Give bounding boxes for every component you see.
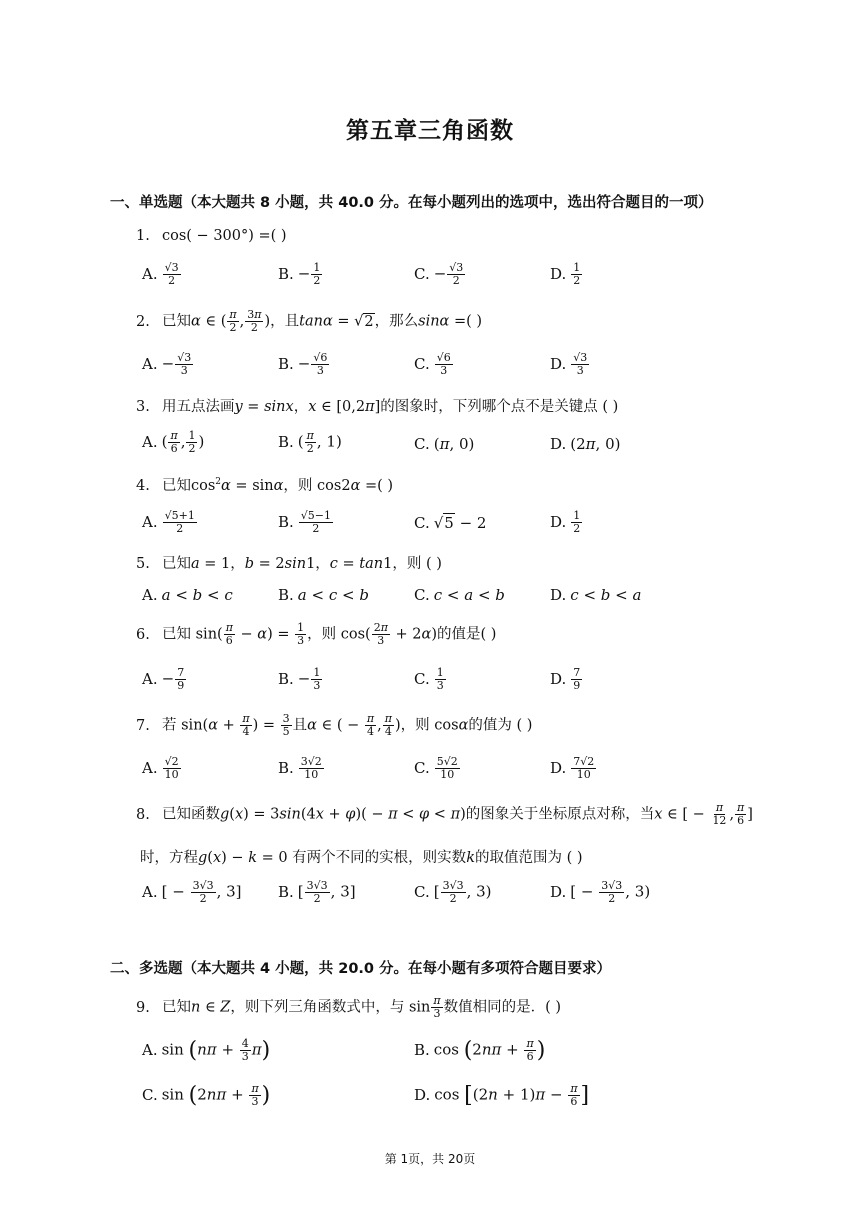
- q7-option-d: D. $\frac{7√2}{10}$: [550, 755, 595, 782]
- q7-option-c: C. $\frac{5√2}{10}$: [414, 755, 458, 782]
- q5-option-c: C. c < a < b: [414, 586, 505, 604]
- question-7: 7. 若 sin(α + $\frac{\pi}{4}$ ) = $\frac{3}{5}$ 且α ∈ ( − $\frac{\pi}{4}$ , $\frac{\pi}{4}$ )，则 cosα的值为 ( ): [136, 712, 533, 739]
- q5-option-b: B. a < c < b: [278, 586, 369, 604]
- q6-option-b: B. − $\frac{1}{3}$: [278, 666, 321, 693]
- page-footer: 第 1页，共 20页: [384, 1152, 476, 1166]
- q9-option-b: B. cos (2nπ + $\frac{\pi}{6}$ ): [414, 1037, 546, 1064]
- question-3: 3. 用五点法画y = sinx，x ∈ [0,2π]的图象时，下列哪个点不是关键点 ( ): [136, 399, 619, 415]
- q3-option-c: C. (π, 0): [414, 435, 475, 453]
- q4-option-a: A. $\frac{√5+1}{2}$: [142, 509, 195, 536]
- q4-option-c: C. √5 − 2: [414, 514, 487, 532]
- q1-option-b: B. − $\frac{1}{2}$: [278, 261, 321, 288]
- q8-option-c: C. [ $\frac{3√3}{2}$ , 3): [414, 879, 492, 906]
- q5-option-a: A. a < b < c: [142, 586, 233, 604]
- q7-option-a: A. $\frac{√2}{10}$: [142, 755, 179, 782]
- q5-option-d: D. c < b < a: [550, 586, 642, 604]
- q1-option-a: A. $\frac{√3}{2}$: [142, 261, 179, 288]
- q3-option-d: D. (2π, 0): [550, 435, 621, 453]
- q6-option-a: A. − $\frac{7}{9}$: [142, 666, 185, 693]
- q6-option-d: D. $\frac{7}{9}$: [550, 666, 581, 693]
- section-single-choice-header: 一、单选题（本大题共 8 小题，共 40.0 分。在每小题列出的选项中，选出符合题目的一项）: [110, 195, 713, 211]
- q6-option-c: C. $\frac{1}{3}$: [414, 666, 444, 693]
- q4-option-d: D. $\frac{1}{2}$: [550, 509, 581, 536]
- question-9: 9. 已知n ∈ Z，则下列三角函数式中，与 sin $\frac{\pi}{3}$ 数值相同的是．( ): [136, 994, 562, 1021]
- q1-option-c: C. − $\frac{√3}{2}$: [414, 261, 464, 288]
- section-multi-choice-header: 二、多选题（本大题共 4 小题，共 20.0 分。在每小题有多项符合题目要求）: [110, 961, 612, 977]
- q2-option-b: B. − $\frac{√6}{3}$: [278, 351, 328, 378]
- q8-option-b: B. [ $\frac{3√3}{2}$ , 3]: [278, 879, 356, 906]
- q2-option-a: A. − $\frac{√3}{3}$: [142, 351, 192, 378]
- q9-option-a: A. sin (nπ + $\frac{4}{3}$ π): [142, 1037, 271, 1064]
- q2-option-d: D. $\frac{√3}{3}$: [550, 351, 588, 378]
- q8-option-d: D. [ − $\frac{3√3}{2}$ , 3): [550, 879, 651, 906]
- q2-option-c: C. $\frac{√6}{3}$: [414, 351, 451, 378]
- q9-option-c: C. sin (2nπ + $\frac{\pi}{3}$ ): [142, 1082, 271, 1109]
- question-4: 4. 已知$\cos^2\alpha = \sin\alpha$，则 cos2α =( ): [136, 477, 394, 494]
- question-6: 6. 已知 sin( $\frac{\pi}{6}$ − α) = $\frac{1}{3}$ ，则 cos( $\frac{2\pi}{3}$ + 2α)的值是( ): [136, 621, 497, 648]
- question-8-continued: 时，方程g(x) − k = 0 有两个不同的实根，则实数k的取值范围为 ( ): [140, 850, 583, 866]
- q1-option-d: D. $\frac{1}{2}$: [550, 261, 581, 288]
- q4-option-b: B. $\frac{√5-1}{2}$: [278, 509, 332, 536]
- q3-option-b: B. ( $\frac{\pi}{2}$ , 1): [278, 429, 342, 456]
- question-5: 5. 已知a = 1，b = 2sin1，c = tan1，则 ( ): [136, 556, 442, 572]
- q9-option-d: D. cos [(2n + 1)π − $\frac{\pi}{6}$ ]: [414, 1082, 590, 1109]
- question-8: 8. 已知函数g(x) = 3sin(4x + φ)( − π < φ < π)的图象关于坐标原点对称，当x ∈ [ − $\frac{\pi}{12}$ , $\frac{\pi}{6}$ ]: [136, 801, 753, 828]
- q8-option-a: A. [ − $\frac{3√3}{2}$ , 3]: [142, 879, 242, 906]
- question-1: 1. cos( − 300°) =( ): [136, 228, 287, 244]
- q7-option-b: B. $\frac{3√2}{10}$: [278, 755, 322, 782]
- page-title: 第五章三角函数: [346, 118, 514, 144]
- question-2: 2. 已知α ∈ ( $\frac{\pi}{2}$ , $\frac{3\pi}{2}$ )，且tanα = √2，那么sinα =( ): [136, 308, 483, 335]
- q3-option-a: A. ( $\frac{\pi}{6}$ , $\frac{1}{2}$ ): [142, 429, 205, 456]
